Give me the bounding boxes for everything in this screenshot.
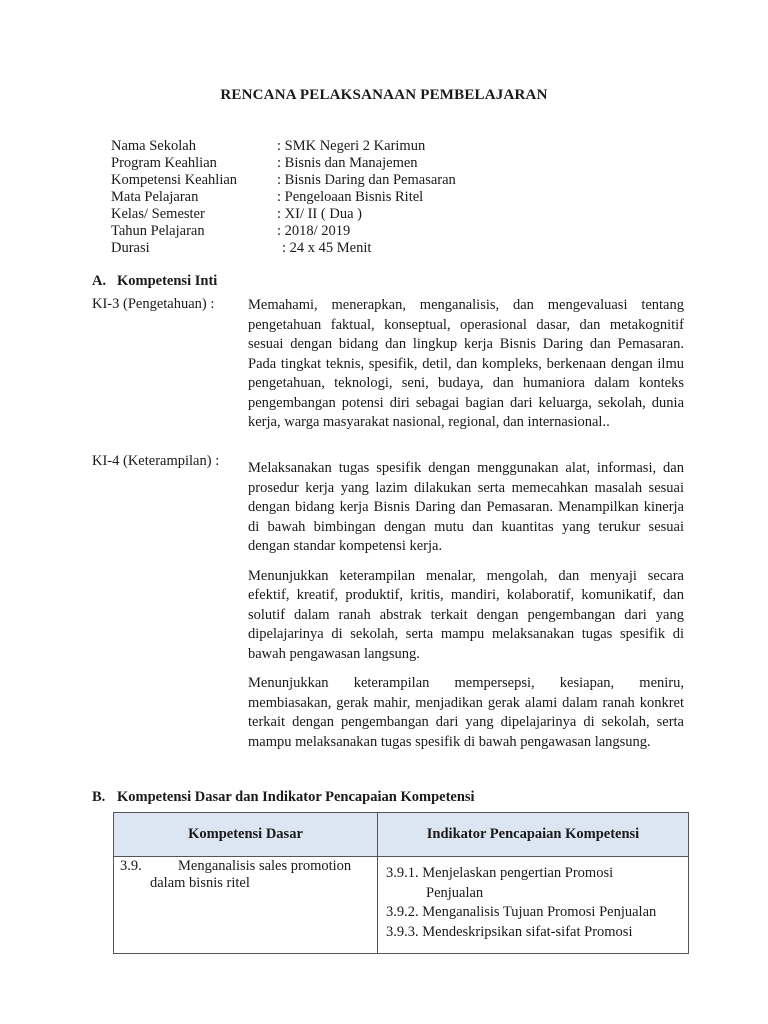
section-title: Kompetensi Inti [117,273,218,289]
section-b-heading [92,789,475,806]
identity-label: Program Keahlian [111,155,217,171]
ki4-paragraph-1: Melaksanakan tugas spesifik dengan menggunakan alat, informasi, dan prosedur kerja yang lazim dilakukan serta memecahkan masalah sesuai dengan bidang kerja Bisnis Daring dan Pemasaran. Menampilkan kinerja di bawah bimbingan dengan mutu dan kuantitas yang terukur sesuai dengan standar kompetensi kerja. [248,460,684,554]
identity-value: : 2018/ 2019 [277,223,351,239]
identity-value: : Bisnis dan Manajemen [277,155,418,171]
table-header-kd: Kompetensi Dasar [114,813,378,857]
identity-label: Durasi [111,240,150,256]
identity-value: : XI/ II ( Dua ) [277,206,362,222]
identity-value: : 24 x 45 Menit [282,240,372,256]
indicator-item-1-cont: Penjualan [426,884,484,901]
identity-label: Kompetensi Keahlian [111,172,238,188]
kd-text-2: dalam bisnis ritel [150,875,250,891]
section-title: Kompetensi Dasar dan Indikator Pencapaian Kompetensi [117,789,475,805]
kd-line-1 [120,858,371,875]
kd-cell [114,857,378,954]
ki3-paragraph: Memahami, menerapkan, menganalisis, dan mengevaluasi tentang pengetahuan faktual, konseptual, operasional dasar, dan metakognitif sesuai dengan bidang dan lingkup kerja Bisnis Daring dan Pemasaran. Pada tingkat teknis, spesifik, detil, dan kompleks, berkenaan dengan ilmu pengetahuan, teknologi, seni, budaya, dan humaniora dalam konteks pengembangan potensi diri sebagai bagian dari keluarga, sekolah, dunia kerja, warga masyarakat nasional, regional, dan internasional.. [248,297,684,430]
kd-text-1: Menganalisis sales promotion [178,858,352,874]
table-header-indikator: Indikator Pencapaian Kompetensi [378,813,689,857]
identity-label: Mata Pelajaran [111,189,199,205]
ki4-paragraph-2: Menunjukkan keterampilan menalar, mengolah, dan menyaji secara efektif, kreatif, produktif, kritis, mandiri, kolaboratif, komunikatif, dan solutif dalam ranah abstrak terkait dengan pengembangan dari yang dipelajarinya di sekolah, serta mampu melaksanakan tugas spesifik di bawah pengawasan langsung. [248,567,684,662]
kd-table [113,812,689,954]
identity-value: : SMK Negeri 2 Karimun [277,138,426,154]
section-number: A. [92,273,107,289]
page-title: RENCANA PELAKSANAAN PEMBELAJARAN [220,87,548,103]
ki3-label: KI-3 (Pengetahuan) : [92,296,215,312]
identity-label: Kelas/ Semester [111,206,205,222]
ki4-text [248,459,684,762]
kd-number: 3.9. [120,858,142,874]
identity-label: Nama Sekolah [111,138,196,154]
indicator-item-2: 3.9.2. Menganalisis Tujuan Promosi Penjualan [386,904,657,920]
ki3-text [248,296,684,443]
indicator-item-1: 3.9.1. Menjelaskan pengertian Promosi [386,865,614,881]
indicator-cell [378,857,689,954]
ki4-label: KI-4 (Keterampilan) : [92,453,220,469]
section-number: B. [92,789,106,805]
table-row [114,857,689,954]
identity-value: : Bisnis Daring dan Pemasaran [277,172,456,188]
identity-value: : Pengeloaan Bisnis Ritel [277,189,424,205]
indicator-item-3: 3.9.3. Mendeskripsikan sifat-sifat Promosi [386,923,633,940]
table-header-row [114,813,689,857]
section-a-heading [92,273,217,290]
identity-label: Tahun Pelajaran [111,223,205,239]
ki4-paragraph-3: Menunjukkan keterampilan mempersepsi, kesiapan, meniru, membiasakan, gerak mahir, menjadikan gerak alami dalam ranah konkret terkait dengan pengembangan dari yang dipelajarinya di sekolah, serta mampu melaksanakan tugas spesifik di bawah pengawasan langsung. [248,675,684,750]
